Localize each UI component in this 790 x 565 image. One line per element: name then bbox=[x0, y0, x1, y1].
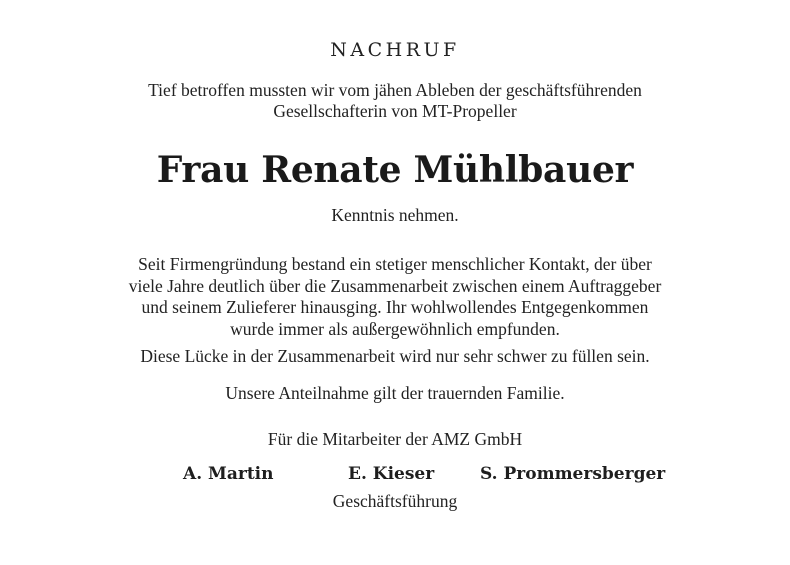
intro-line-2: Gesellschafterin von MT-Propeller bbox=[273, 101, 517, 121]
signer-name: S. Prommersberger bbox=[480, 464, 666, 484]
acknowledgement-line: Kenntnis nehmen. bbox=[331, 205, 459, 225]
body-line-3: und seinem Zulieferer hinausging. Ihr wohlwollendes Entgegenkommen bbox=[141, 297, 649, 317]
notice-heading: NACHRUF bbox=[330, 39, 460, 61]
sympathy-line: Unsere Anteilnahme gilt der trauernden Familie. bbox=[225, 383, 565, 403]
deceased-name: Frau Renate Mühlbauer bbox=[156, 149, 634, 191]
intro-text bbox=[40, 80, 750, 122]
loss-line: Diese Lücke in der Zusammenarbeit wird nur sehr schwer zu füllen sein. bbox=[140, 346, 650, 366]
body-line-1: Seit Firmengründung bestand ein stetiger menschlicher Kontakt, der über bbox=[138, 254, 652, 274]
on-behalf-line: Für die Mitarbeiter der AMZ GmbH bbox=[267, 429, 523, 449]
signer-name: A. Martin bbox=[183, 464, 274, 484]
signer-name: E. Kieser bbox=[348, 464, 435, 484]
signer-role: Geschäftsführung bbox=[332, 491, 458, 511]
body-line-2: viele Jahre deutlich über die Zusammenarbeit zwischen einem Auftraggeber bbox=[128, 275, 662, 296]
body-line-4: wurde immer als außergewöhnlich empfunden. bbox=[230, 318, 560, 339]
intro-line-1: Tief betroffen mussten wir vom jähen Ableben der geschäftsführenden bbox=[148, 80, 642, 100]
body-paragraph bbox=[30, 254, 760, 340]
